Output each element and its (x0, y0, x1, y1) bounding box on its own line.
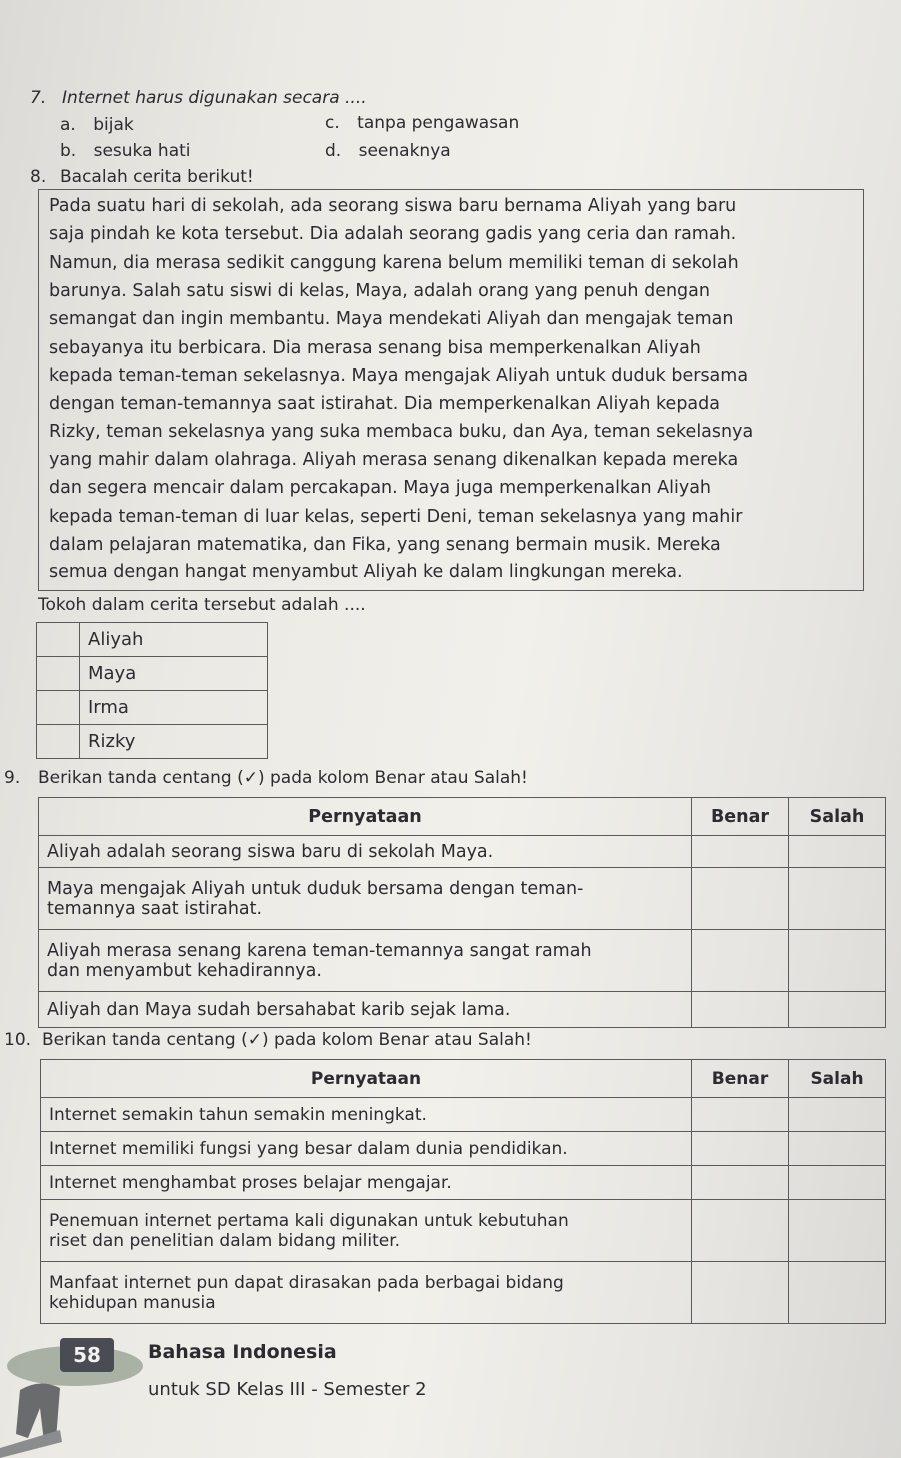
q8-choices-table (36, 622, 268, 759)
false-checkbox-cell[interactable] (789, 1166, 886, 1200)
choice-checkbox[interactable] (37, 657, 80, 691)
statement-cell: Maya mengajak Aliyah untuk duduk bersama dengan teman- temannya saat istirahat. (39, 868, 692, 930)
header-true: Benar (692, 1060, 789, 1098)
choice-row[interactable] (37, 623, 268, 657)
true-checkbox-cell[interactable] (692, 930, 789, 992)
choice-checkbox[interactable] (37, 725, 80, 759)
true-checkbox-cell[interactable] (692, 1132, 789, 1166)
q7-option-c: c. tanpa pengawasan (325, 113, 520, 133)
statement-cell: Penemuan internet pertama kali digunakan untuk kebutuhan riset dan penelitian dalam bidang militer. (41, 1200, 692, 1262)
q7-text: Internet harus digunakan secara .... (62, 88, 367, 108)
book-subtitle: untuk SD Kelas III - Semester 2 (148, 1379, 427, 1400)
choice-label: Irma (80, 691, 268, 725)
story-line: semangat dan ingin membantu. Maya mendekati Aliyah dan mengajak teman (49, 309, 734, 329)
table-row (39, 930, 886, 992)
statement-cell: Internet menghambat proses belajar mengajar. (41, 1166, 692, 1200)
statement-cell: Aliyah adalah seorang siswa baru di sekolah Maya. (39, 836, 692, 868)
choice-label: Maya (80, 657, 268, 691)
true-checkbox-cell[interactable] (692, 1166, 789, 1200)
true-checkbox-cell[interactable] (692, 1200, 789, 1262)
q7-option-b: b. sesuka hati (60, 141, 191, 161)
statement-cell: Internet semakin tahun semakin meningkat. (41, 1098, 692, 1132)
story-line: kepada teman-teman di luar kelas, seperti Deni, teman sekelasnya yang mahir (49, 507, 743, 527)
book-title: Bahasa Indonesia (148, 1341, 337, 1363)
story-line: dalam pelajaran matematika, dan Fika, yang senang bermain musik. Mereka (49, 535, 721, 555)
q8-text: Bacalah cerita berikut! (60, 167, 254, 187)
story-line: dengan teman-temannya saat istirahat. Dia memperkenalkan Aliyah kepada (49, 394, 720, 414)
story-line: Rizky, teman sekelasnya yang suka membaca buku, dan Aya, teman sekelasnya (49, 422, 754, 442)
choice-row[interactable] (37, 657, 268, 691)
table-row (39, 868, 886, 930)
choice-checkbox[interactable] (37, 691, 80, 725)
false-checkbox-cell[interactable] (789, 1262, 886, 1324)
table-row (39, 836, 886, 868)
table-row (41, 1166, 886, 1200)
q9-text: Berikan tanda centang (✓) pada kolom Benar atau Salah! (38, 768, 528, 788)
false-checkbox-cell[interactable] (789, 1200, 886, 1262)
q8-question: Tokoh dalam cerita tersebut adalah .... (38, 595, 366, 615)
true-checkbox-cell[interactable] (692, 1098, 789, 1132)
false-checkbox-cell[interactable] (789, 992, 886, 1028)
q7-option-d: d. seenaknya (325, 141, 451, 161)
statement-cell: Aliyah dan Maya sudah bersahabat karib sejak lama. (39, 992, 692, 1028)
false-checkbox-cell[interactable] (789, 1098, 886, 1132)
story-line: Namun, dia merasa sedikit canggung karena belum memiliki teman di sekolah (49, 253, 739, 273)
false-checkbox-cell[interactable] (789, 868, 886, 930)
story-line: dan segera mencair dalam percakapan. Maya juga memperkenalkan Aliyah (49, 478, 712, 498)
q10-text: Berikan tanda centang (✓) pada kolom Benar atau Salah! (42, 1030, 532, 1050)
false-checkbox-cell[interactable] (789, 836, 886, 868)
table-row (41, 1200, 886, 1262)
page-number-badge: 58 (60, 1338, 114, 1372)
header-false: Salah (789, 1060, 886, 1098)
true-checkbox-cell[interactable] (692, 836, 789, 868)
statement-cell: Aliyah merasa senang karena teman-temannya sangat ramah dan menyambut kehadirannya. (39, 930, 692, 992)
story-box (38, 189, 864, 591)
true-checkbox-cell[interactable] (692, 868, 789, 930)
table-row (41, 1262, 886, 1324)
header-false: Salah (789, 798, 886, 836)
false-checkbox-cell[interactable] (789, 930, 886, 992)
q9-number: 9. (4, 768, 21, 788)
story-line: kepada teman-teman sekelasnya. Maya mengajak Aliyah untuk duduk bersama (49, 366, 749, 386)
story-line: semua dengan hangat menyambut Aliyah ke dalam lingkungan mereka. (49, 562, 683, 582)
story-line: saja pindah ke kota tersebut. Dia adalah seorang gadis yang ceria dan ramah. (49, 224, 737, 244)
story-line: Pada suatu hari di sekolah, ada seorang siswa baru bernama Aliyah yang baru (49, 196, 737, 216)
q8-number: 8. (30, 167, 47, 187)
true-checkbox-cell[interactable] (692, 1262, 789, 1324)
q9-table (38, 797, 886, 1028)
true-checkbox-cell[interactable] (692, 992, 789, 1028)
statement-cell: Manfaat internet pun dapat dirasakan pada berbagai bidang kehidupan manusia (41, 1262, 692, 1324)
story-line: sebayanya itu berbicara. Dia merasa senang bisa memperkenalkan Aliyah (49, 338, 701, 358)
table-row (41, 1132, 886, 1166)
story-line: barunya. Salah satu siswi di kelas, Maya, adalah orang yang penuh dengan (49, 281, 710, 301)
header-true: Benar (692, 798, 789, 836)
statement-cell: Internet memiliki fungsi yang besar dalam dunia pendidikan. (41, 1132, 692, 1166)
header-statement: Pernyataan (41, 1060, 692, 1098)
q7-number: 7. (30, 88, 47, 108)
choice-label: Aliyah (80, 623, 268, 657)
choice-row[interactable] (37, 691, 268, 725)
q10-table (40, 1059, 886, 1324)
false-checkbox-cell[interactable] (789, 1132, 886, 1166)
q7-option-a: a. bijak (60, 115, 134, 135)
choice-label: Rizky (80, 725, 268, 759)
table-row (39, 992, 886, 1028)
header-statement: Pernyataan (39, 798, 692, 836)
q10-number: 10. (4, 1030, 32, 1050)
choice-row[interactable] (37, 725, 268, 759)
choice-checkbox[interactable] (37, 623, 80, 657)
story-line: yang mahir dalam olahraga. Aliyah merasa senang dikenalkan kepada mereka (49, 450, 739, 470)
table-row (41, 1098, 886, 1132)
